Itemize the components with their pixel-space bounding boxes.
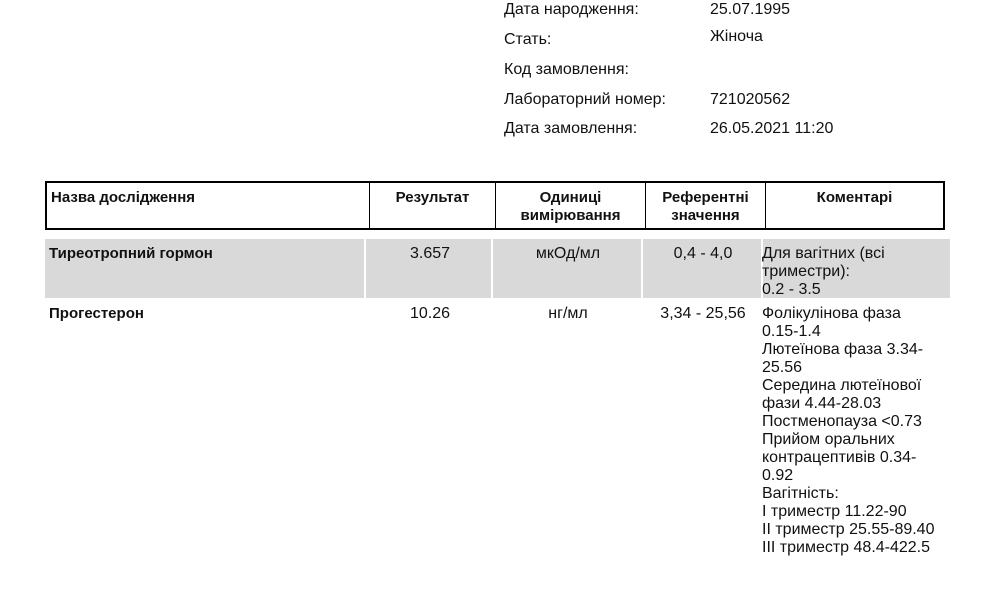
table-row — [45, 239, 950, 298]
birth-date-label: Дата народження: — [504, 1, 639, 18]
test-units: мкОд/мл — [535, 245, 601, 262]
comment-line: Постменопауза <0.73 — [762, 413, 922, 430]
comment-line: 0.15-1.4 — [762, 323, 821, 340]
test-comment — [762, 245, 885, 299]
comment-line: Прийом оральних — [762, 431, 895, 448]
comment-line: I триместр 11.22-90 — [762, 503, 907, 520]
sex-label: Стать: — [504, 31, 552, 48]
lab-number-value: 721020562 — [710, 91, 791, 108]
comment-line: контрацептивів 0.34- — [762, 449, 917, 466]
sex-value: Жіноча — [710, 28, 763, 45]
order-date-value: 26.05.2021 11:20 — [710, 120, 834, 137]
test-result: 3.657 — [409, 245, 451, 262]
test-name: Тиреотропний гормон — [49, 245, 213, 262]
header-result: Результат — [369, 183, 495, 228]
test-reference: 3,34 - 25,56 — [660, 305, 746, 322]
comment-line: фази 4.44-28.03 — [762, 395, 882, 412]
header-test-name: Назва дослідження — [51, 189, 196, 206]
comment-line: II триместр 25.55-89.40 — [762, 521, 935, 538]
test-units: нг/мл — [548, 305, 588, 322]
header-reference-line1: Референтні — [662, 189, 749, 206]
comment-line: 0.2 - 3.5 — [762, 281, 821, 298]
lab-number-label: Лабораторний номер: — [504, 91, 666, 108]
order-code-label: Код замовлення: — [504, 61, 629, 78]
test-result: 10.26 — [409, 305, 451, 322]
order-date-label: Дата замовлення: — [504, 120, 638, 137]
header-units — [495, 183, 645, 228]
header-reference-line2: значення — [671, 207, 740, 224]
comment-line: Середина лютеїнової — [762, 377, 922, 394]
header-units-line2: вимірювання — [520, 207, 621, 224]
birth-date-value: 25.07.1995 — [710, 1, 791, 18]
table-row — [45, 305, 950, 575]
comment-line: III триместр 48.4-422.5 — [762, 539, 931, 556]
comment-line: Вагітність: — [762, 485, 839, 502]
comment-line: Лютеїнова фаза 3.34- — [762, 341, 924, 358]
comment-line: Для вагітних (всі — [762, 245, 885, 262]
results-table-header — [45, 181, 945, 230]
comment-line: 0.92 — [762, 467, 794, 484]
comment-line: Фолікулінова фаза — [762, 305, 901, 322]
test-name: Прогестерон — [49, 305, 144, 322]
header-reference — [645, 183, 765, 228]
comment-line: 25.56 — [762, 359, 803, 376]
header-comments: Коментарі — [765, 183, 943, 228]
test-reference: 0,4 - 4,0 — [673, 245, 733, 262]
test-comment — [762, 305, 934, 557]
comment-line: триместри): — [762, 263, 850, 280]
header-units-line1: Одиниці — [539, 189, 602, 206]
